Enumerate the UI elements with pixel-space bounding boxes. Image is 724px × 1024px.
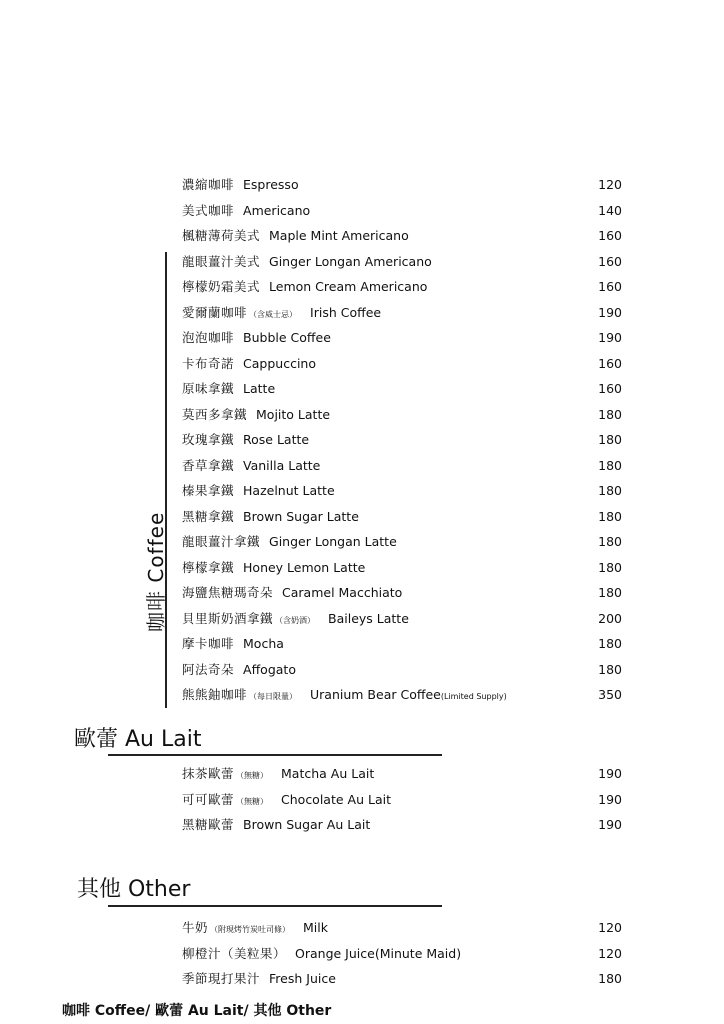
item-english-name: Mojito Latte bbox=[256, 406, 331, 422]
item-chinese-name: 抹茶歐蕾 bbox=[182, 766, 235, 781]
item-note: （無糖） bbox=[236, 771, 269, 780]
menu-item bbox=[182, 582, 622, 604]
item-chinese-name: 卡布奇諾 bbox=[182, 355, 235, 371]
item-price: 180 bbox=[598, 661, 622, 677]
item-english-name: Espresso bbox=[243, 177, 299, 192]
menu-item bbox=[182, 608, 622, 630]
item-english-name: Brown Sugar Au Lait bbox=[243, 817, 371, 832]
item-english-name: Cappuccino bbox=[243, 355, 316, 371]
item-chinese-name: 阿法奇朵 bbox=[182, 661, 235, 677]
item-english-name: Hazelnut Latte bbox=[243, 483, 335, 498]
item-english-name: Americano bbox=[243, 202, 311, 218]
menu-item bbox=[182, 480, 622, 502]
item-english-note: (Limited Supply) bbox=[440, 692, 507, 701]
menu-item bbox=[182, 225, 622, 247]
item-english-name: Latte bbox=[243, 381, 276, 396]
item-price: 190 bbox=[598, 304, 622, 320]
item-english-name: Bubble Coffee bbox=[243, 330, 331, 345]
item-english-name: Fresh Juice bbox=[269, 971, 336, 986]
item-english-name: Lemon Cream Americano bbox=[269, 279, 428, 294]
other-section-title: 其他 Other bbox=[77, 877, 191, 902]
menu-item bbox=[182, 455, 622, 477]
menu-item bbox=[182, 917, 622, 939]
item-price: 180 bbox=[598, 432, 622, 447]
menu-item bbox=[182, 200, 622, 222]
item-price: 180 bbox=[598, 508, 622, 524]
item-chinese-name: 龍眼薑汁美式 bbox=[182, 253, 261, 269]
menu-item bbox=[182, 327, 622, 349]
menu-item bbox=[182, 404, 622, 426]
item-price: 120 bbox=[598, 177, 622, 192]
item-chinese-name: 海鹽焦糖瑪奇朵 bbox=[182, 585, 274, 600]
item-chinese-name: 楓糖薄荷美式 bbox=[182, 228, 261, 243]
item-chinese-name: 可可歐蕾 bbox=[182, 791, 235, 807]
item-chinese-name: 柳橙汁（美粒果） bbox=[182, 945, 287, 961]
item-english-name: Vanilla Latte bbox=[243, 457, 321, 473]
item-english-name: Mocha bbox=[243, 636, 284, 651]
item-note: （附現烤竹炭吐司條） bbox=[210, 925, 291, 934]
menu-item bbox=[182, 814, 622, 836]
menu-item bbox=[182, 684, 622, 706]
item-chinese-name: 檸檬拿鐵 bbox=[182, 559, 235, 575]
item-chinese-name: 黑糖拿鐵 bbox=[182, 508, 235, 524]
item-price: 180 bbox=[598, 534, 622, 549]
item-english-name: Brown Sugar Latte bbox=[243, 508, 359, 524]
item-chinese-name: 貝里斯奶酒拿鐵 bbox=[182, 610, 274, 626]
menu-item bbox=[182, 557, 622, 579]
item-chinese-name: 泡泡咖啡 bbox=[182, 330, 235, 345]
item-chinese-name: 牛奶 bbox=[182, 920, 209, 935]
menu-item bbox=[182, 633, 622, 655]
item-price: 180 bbox=[598, 971, 622, 986]
menu-item bbox=[182, 353, 622, 375]
item-chinese-name: 愛爾蘭咖啡 bbox=[182, 304, 248, 320]
item-english-name: Uranium Bear Coffee bbox=[310, 687, 441, 702]
menu-item bbox=[182, 943, 622, 965]
item-chinese-name: 原味拿鐵 bbox=[182, 381, 235, 396]
menu-item bbox=[182, 378, 622, 400]
menu-item bbox=[182, 968, 622, 990]
item-note: （含奶酒） bbox=[275, 615, 316, 625]
other-title-rule bbox=[108, 905, 442, 907]
menu-item bbox=[182, 789, 622, 811]
item-english-name: Chocolate Au Lait bbox=[281, 791, 391, 807]
aulait-section-title: 歐蕾 Au Lait bbox=[74, 727, 202, 752]
menu-item bbox=[182, 763, 622, 785]
coffee-section-label: 咖啡 Coffee bbox=[144, 511, 168, 632]
item-price: 160 bbox=[598, 253, 622, 269]
item-english-name: Ginger Longan Americano bbox=[269, 253, 432, 269]
item-price: 160 bbox=[598, 355, 622, 371]
item-price: 180 bbox=[598, 636, 622, 651]
item-english-name: Irish Coffee bbox=[310, 304, 382, 320]
item-chinese-name: 龍眼薑汁拿鐵 bbox=[182, 534, 261, 549]
item-chinese-name: 莫西多拿鐵 bbox=[182, 406, 248, 422]
item-chinese-name: 摩卡咖啡 bbox=[182, 636, 235, 651]
item-price: 160 bbox=[598, 381, 622, 396]
item-chinese-name: 濃縮咖啡 bbox=[182, 177, 235, 192]
item-english-name: Orange Juice(Minute Maid) bbox=[295, 945, 462, 961]
item-price: 180 bbox=[598, 585, 622, 600]
item-price: 160 bbox=[598, 279, 622, 294]
menu-item bbox=[182, 251, 622, 273]
item-price: 120 bbox=[598, 920, 622, 935]
menu-item bbox=[182, 276, 622, 298]
item-english-name: Maple Mint Americano bbox=[269, 228, 409, 243]
aulait-title-rule bbox=[108, 754, 442, 756]
item-price: 190 bbox=[598, 766, 622, 781]
menu-item bbox=[182, 302, 622, 324]
item-chinese-name: 美式咖啡 bbox=[182, 202, 235, 218]
menu-item bbox=[182, 506, 622, 528]
item-price: 180 bbox=[598, 559, 622, 575]
menu-item bbox=[182, 174, 622, 196]
item-price: 140 bbox=[598, 202, 622, 218]
item-price: 180 bbox=[598, 457, 622, 473]
item-note: （含威士忌） bbox=[249, 309, 298, 319]
item-chinese-name: 季節現打果汁 bbox=[182, 971, 261, 986]
item-english-name: Honey Lemon Latte bbox=[243, 559, 366, 575]
item-chinese-name: 檸檬奶霜美式 bbox=[182, 279, 261, 294]
item-english-name: Baileys Latte bbox=[328, 610, 409, 626]
item-price: 180 bbox=[598, 483, 622, 498]
item-english-name: Milk bbox=[303, 920, 328, 935]
menu-item bbox=[182, 531, 622, 553]
item-price: 190 bbox=[598, 817, 622, 832]
item-english-name: Rose Latte bbox=[243, 432, 310, 447]
item-price: 190 bbox=[598, 791, 622, 807]
item-english-name: Affogato bbox=[243, 661, 296, 677]
menu-item bbox=[182, 429, 622, 451]
item-note: （每日限量） bbox=[249, 692, 298, 701]
item-price: 180 bbox=[598, 406, 622, 422]
item-price: 190 bbox=[598, 330, 622, 345]
item-chinese-name: 香草拿鐵 bbox=[182, 457, 235, 473]
item-chinese-name: 玫瑰拿鐵 bbox=[182, 432, 235, 447]
item-chinese-name: 黑糖歐蕾 bbox=[182, 817, 235, 832]
item-price: 350 bbox=[598, 687, 622, 702]
item-price: 120 bbox=[598, 945, 622, 961]
item-english-name: Matcha Au Lait bbox=[281, 766, 375, 781]
item-price: 200 bbox=[598, 610, 622, 626]
coffee-divider-line bbox=[165, 252, 167, 708]
item-english-name: Caramel Macchiato bbox=[282, 585, 403, 600]
item-note: （無糖） bbox=[236, 796, 269, 806]
item-english-name: Ginger Longan Latte bbox=[269, 534, 397, 549]
item-chinese-name: 榛果拿鐵 bbox=[182, 483, 235, 498]
item-chinese-name: 熊熊鈾咖啡 bbox=[182, 687, 248, 702]
footer-caption: 咖啡 Coffee/ 歐蕾 Au Lait/ 其他 Other bbox=[62, 1003, 332, 1019]
item-price: 160 bbox=[598, 228, 622, 243]
menu-item bbox=[182, 659, 622, 681]
